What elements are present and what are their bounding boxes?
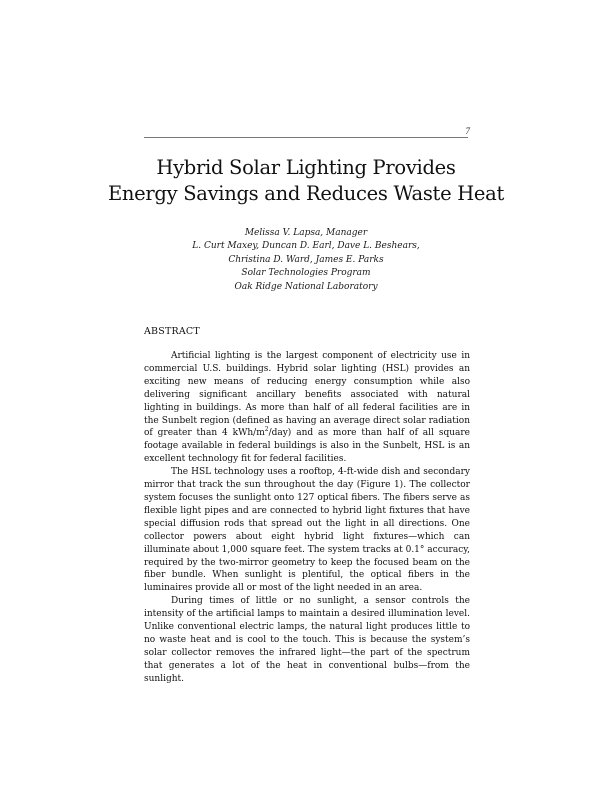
author-line-3: Christina D. Ward, James E. Parks (228, 254, 384, 265)
title-line-2: Energy Savings and Reduces Waste Heat (107, 182, 505, 205)
abstract-heading: ABSTRACT (144, 326, 200, 337)
superscript-2: 2 (264, 426, 269, 434)
affiliation-program: Solar Technologies Program (241, 268, 371, 279)
abstract-paragraph-1 (144, 350, 470, 466)
abstract-body (144, 350, 470, 686)
abstract-paragraph-2: The HSL technology uses a rooftop, 4-ft-wide dish and secondary mirror that track the sun throughout the day (Figure 1). The collector system focuses the sunlight onto 127 optical fibers. The fibers serve as flexible light pipes and are connected to hybrid light fixtures that have special diffusion rods that spread out the light in all directions. One collector powers about eight hybrid light fixtures—which can illuminate about 1,000 square feet. The system tracks at 0.1° accuracy, required by the two-mirror geometry to keep the focused beam on the fiber bundle. When sunlight is plentiful, the optical fibers in the luminaires provide all or most of the light needed in an area. (144, 467, 470, 594)
page-number: 7 (465, 126, 470, 136)
article-title (100, 155, 512, 207)
paragraph-1-text-b: /day) and as more than half of all square footage available in federal buildings is also in the Sunbelt, HSL is an excellent technology fit for federal facilities. (144, 428, 471, 465)
affiliation-lab: Oak Ridge National Laboratory (234, 281, 378, 292)
abstract-paragraph-3: During times of little or no sunlight, a sensor controls the intensity of the artificial lamps to maintain a desired illumination level. Unlike conventional electric lamps, the natural light produces little to no waste heat and is cool to the touch. This is because the system’s solar collector removes the infrared light—the part of the spectrum that generates a lot of the heat in conventional bulbs—from the sunlight. (144, 596, 470, 684)
header-rule (144, 137, 468, 138)
author-block (144, 227, 468, 294)
author-line-2: L. Curt Maxey, Duncan D. Earl, Dave L. Beshears, (192, 241, 420, 252)
title-line-1: Hybrid Solar Lighting Provides (156, 156, 456, 179)
author-line-1: Melissa V. Lapsa, Manager (244, 228, 368, 238)
paragraph-1-text-a: Artificial lighting is the largest component of electricity use in commercial U.S. buildings. Hybrid solar lighting (HSL) provides an exciting new means of reducing energy consumption while also delivering significant ancillary benefits associated with natural lighting in buildings. As more than half of all federal facilities are in the Sunbelt region (defined as having an average direct solar radiation of greater than 4 kWh/m (144, 351, 470, 439)
